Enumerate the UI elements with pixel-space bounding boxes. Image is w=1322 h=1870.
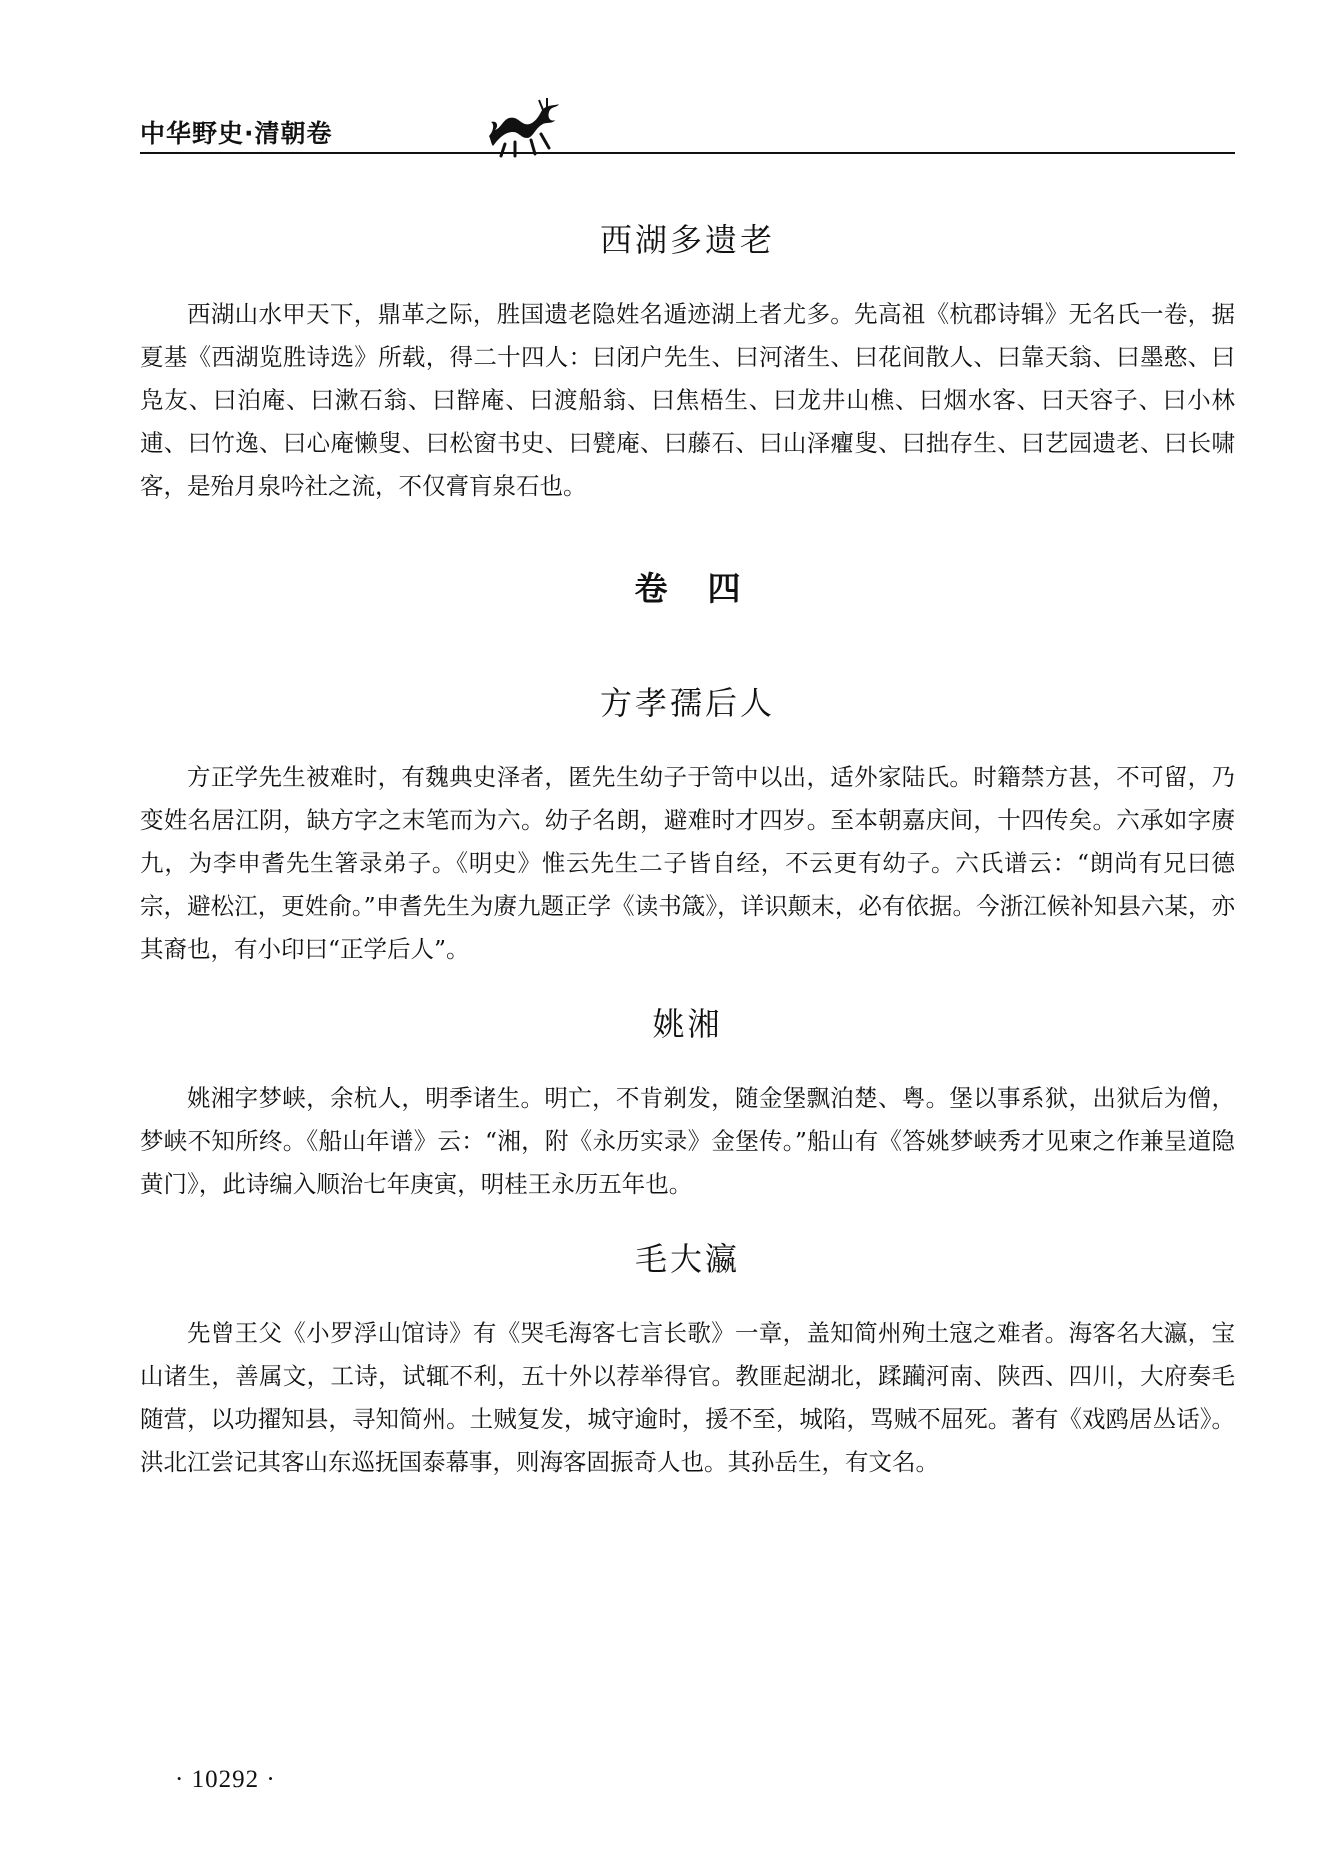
section-paragraph: 姚湘字梦峡，余杭人，明季诸生。明亡，不肯剃发，随金堡飘泊楚、粤。堡以事系狱，出狱后为僧，梦峡不知所终。《船山年谱》云：“湘，附《永历实录》金堡传。”船山有《答姚梦峡秀才见柬之作兼呈道隐黄门》，此诗编入顺治七年庚寅，明桂王永历五年也。 [140, 1084, 1235, 1198]
page-content [140, 215, 1235, 1512]
header-rule [140, 152, 1235, 154]
section [140, 215, 1235, 508]
section-paragraph: 先曾王父《小罗浮山馆诗》有《哭毛海客七言长歌》一章，盖知简州殉土寇之难者。海客名大瀛，宝山诸生，善属文，工诗，试辄不利，五十外以荐举得官。教匪起湖北，蹂躏河南、陕西、四川，大府奏毛随营，以功擢知县，寻知简州。土贼复发，城守逾时，援不至，城陷，骂贼不屈死。著有《戏鸥居丛话》。洪北江尝记其客山东巡抚国泰幕事，则海客固振奇人也。其孙岳生，有文名。 [140, 1319, 1235, 1476]
section-title: 方孝孺后人 [599, 684, 775, 722]
volume-title: 卷四 [634, 569, 781, 608]
section-title: 西湖多遗老 [599, 221, 775, 259]
running-header-title: 中华野史·清朝卷 [140, 119, 333, 148]
section [140, 678, 1235, 971]
section-paragraph: 西湖山水甲天下，鼎革之际，胜国遗老隐姓名遁迹湖上者尤多。先高祖《杭郡诗辑》无名氏一卷，据夏基《西湖览胜诗选》所载，得二十四人：曰闭户先生、曰河渚生、曰花间散人、曰靠天翁、曰墨憨、曰凫友、曰泊庵、曰漱石翁、曰辥庵、曰渡船翁、曰焦梧生、曰龙井山樵、曰烟水客、曰天容子、曰小林逋、曰竹逸、曰心庵懒叟、曰松窗书史、曰甓庵、曰藤石、曰山泽癯叟、曰拙存生、曰艺园遗老、曰长啸客，是殆月泉吟社之流，不仅膏肓泉石也。 [140, 300, 1235, 500]
section [140, 999, 1235, 1206]
running-header [140, 104, 1235, 164]
section-title: 姚湘 [652, 1005, 723, 1043]
section-paragraph: 方正学先生被难时，有魏典史泽者，匿先生幼子于笥中以出，适外家陆氏。时籍禁方甚，不可留，乃变姓名居江阴，缺方字之末笔而为六。幼子名朗，避难时才四岁。至本朝嘉庆间，十四传矣。六承如字赓九，为李申耆先生箸录弟子。《明史》惟云先生二子皆自经，不云更有幼子。六氏谱云：“朗尚有兄曰德宗，避松江，更姓俞。”申耆先生为赓九题正学《读书箴》，详识颠末，必有依据。今浙江候补知县六某，亦其裔也，有小印曰“正学后人”。 [140, 763, 1235, 963]
section [140, 1234, 1235, 1484]
section-title: 毛大瀛 [634, 1240, 740, 1278]
page-number: · 10292 · [175, 1766, 276, 1793]
dragon-emblem-icon [485, 98, 563, 160]
